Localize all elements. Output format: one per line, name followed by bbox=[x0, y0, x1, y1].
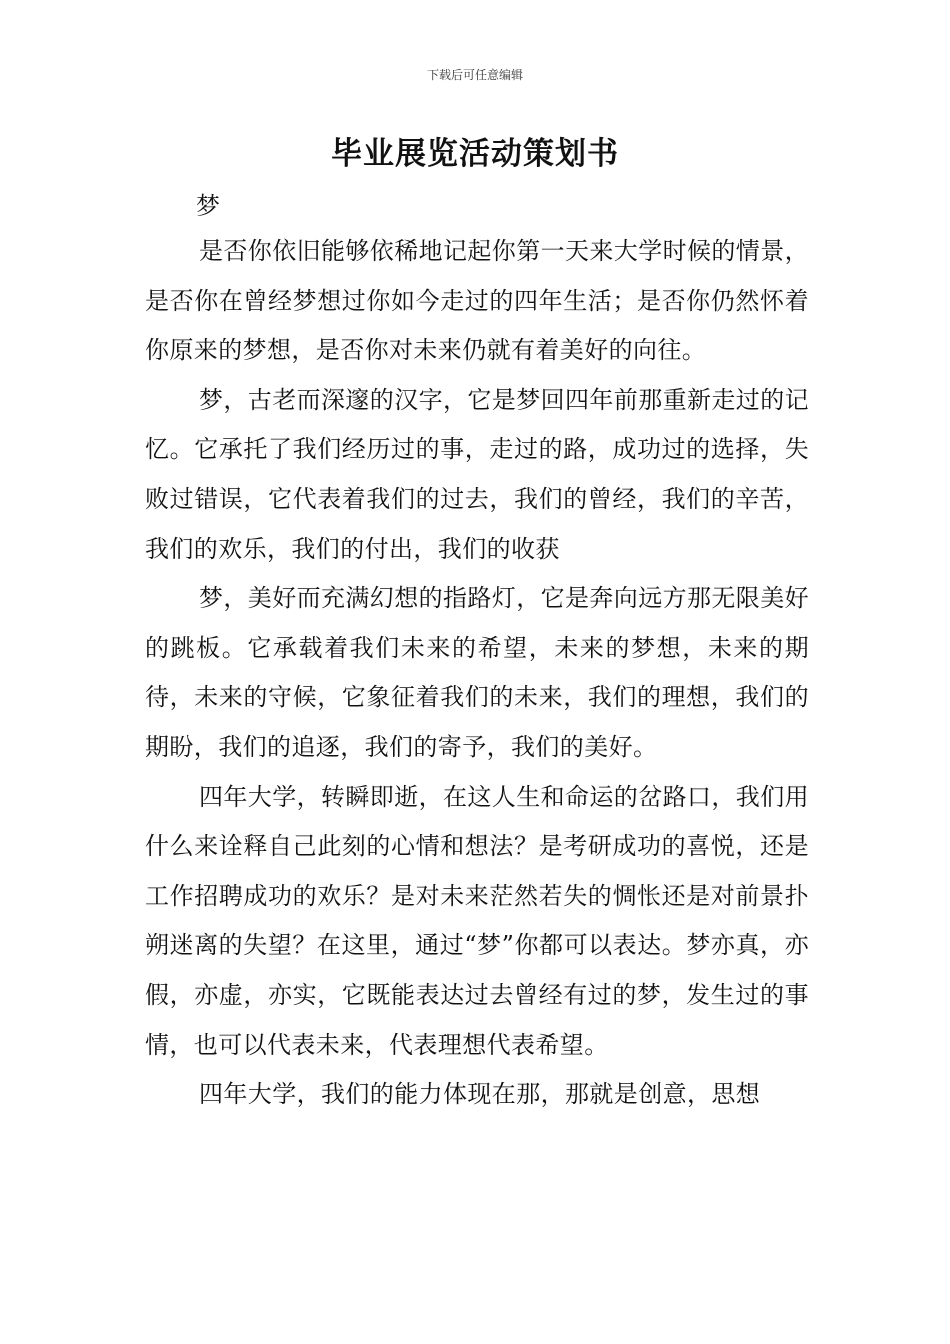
header-note: 下载后可任意编辑 bbox=[426, 68, 523, 82]
paragraph: 是否你依旧能够依稀地记起你第一天来大学时候的情景，是否你在曾经梦想过你如今走过的四年生活；是否你仍然怀着你原来的梦想，是否你对未来仍就有着美好的向往。 bbox=[145, 237, 809, 365]
section-subheading: 梦 bbox=[196, 192, 220, 220]
paragraph: 四年大学，转瞬即逝，在这人生和命运的岔路口，我们用什么来诠释自己此刻的心情和想法？是考研成功的喜悦，还是工作招聘成功的欢乐？是对未来茫然若失的惆怅还是对前景扑朔迷离的失望？在这里，通过“梦”你都可以表达。梦亦真，亦假，亦虚，亦实，它既能表达过去曾经有过的梦，发生过的事情，也可以代表未来，代表理想代表希望。 bbox=[145, 782, 809, 1059]
paragraph: 四年大学，我们的能力体现在那，那就是创意，思想 bbox=[199, 1080, 761, 1109]
paragraph: 梦，古老而深邃的汉字，它是梦回四年前那重新走过的记忆。它承托了我们经历过的事，走过的路，成功过的选择，失败过错误，它代表着我们的过去，我们的曾经，我们的辛苦，我们的欢乐，我们的付出，我们的收获 bbox=[145, 385, 809, 563]
document-title: 毕业展览活动策划书 bbox=[331, 136, 619, 172]
body-text bbox=[145, 227, 809, 1120]
paragraph: 梦，美好而充满幻想的指路灯，它是奔向远方那无限美好的跳板。它承载着我们未来的希望，未来的梦想，未来的期待，未来的守候，它象征着我们的未来，我们的理想，我们的期盼，我们的追逐，我们的寄予，我们的美好。 bbox=[145, 584, 809, 761]
